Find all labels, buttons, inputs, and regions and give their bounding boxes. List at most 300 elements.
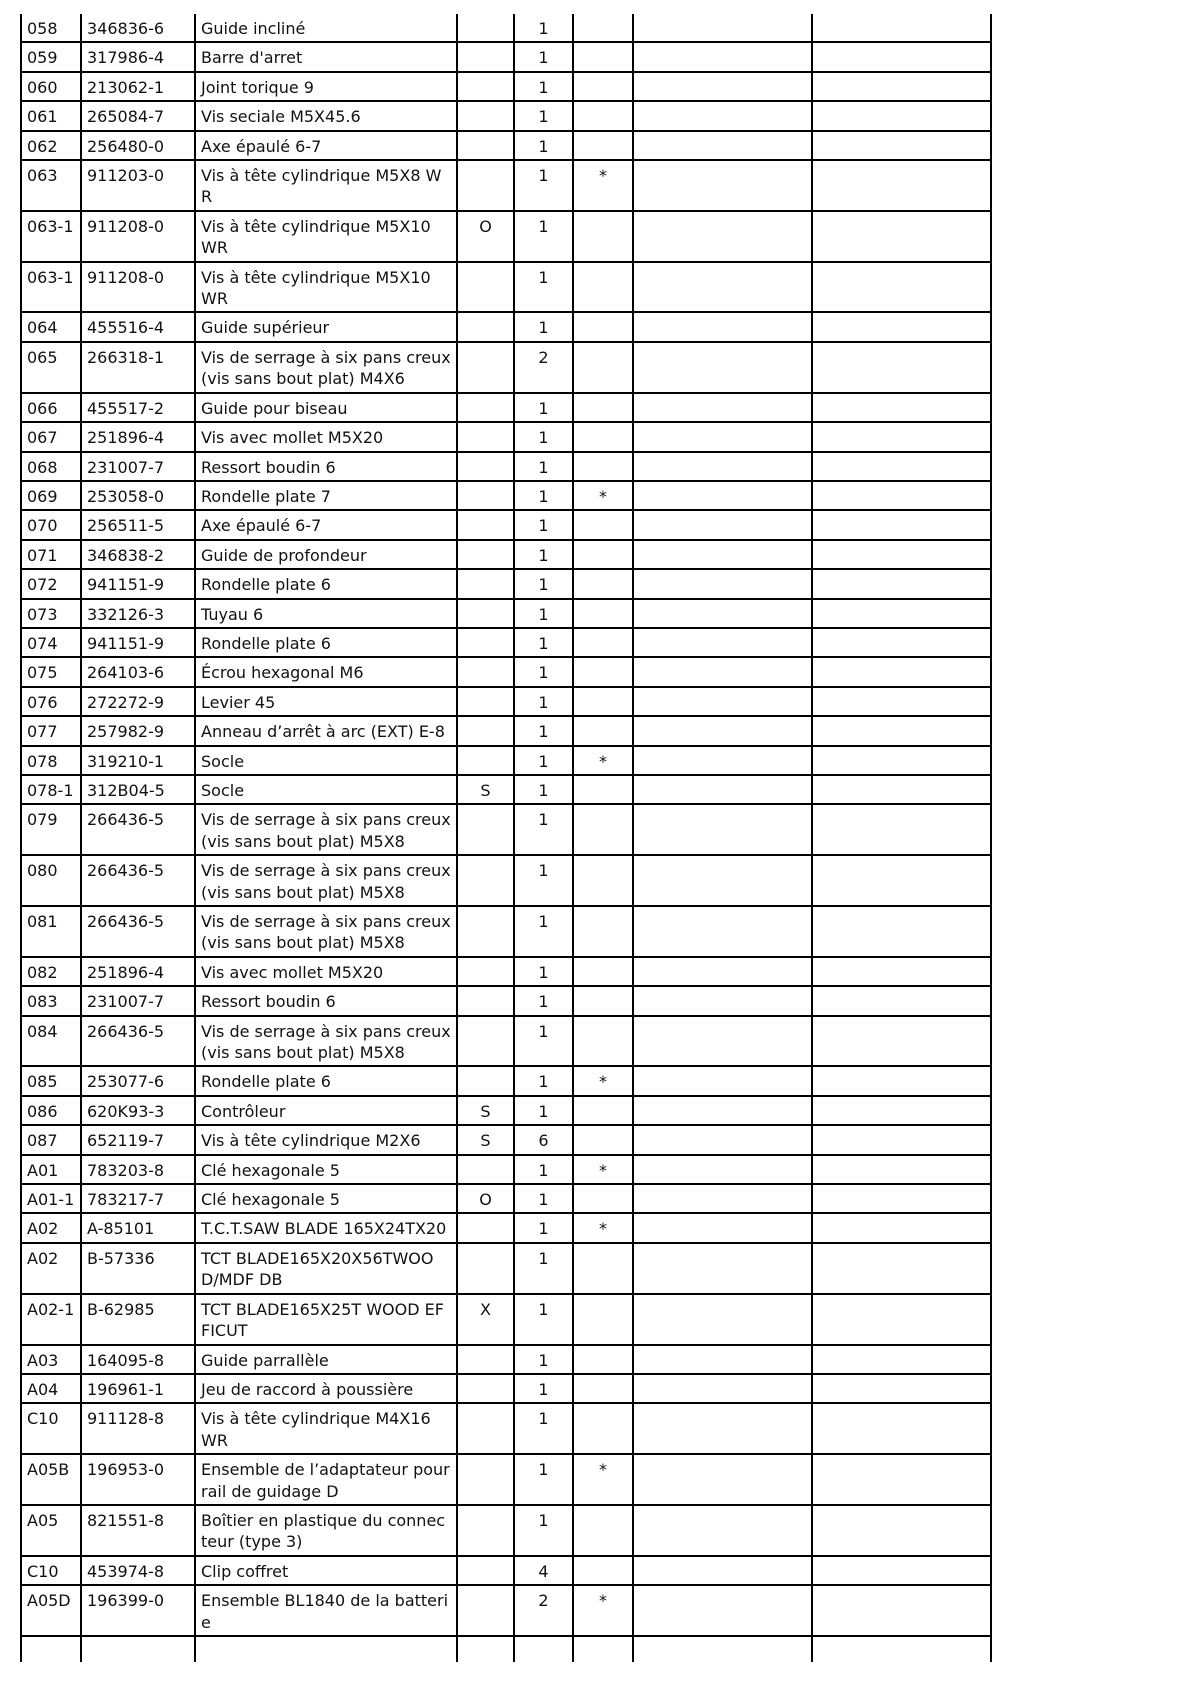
- table-row: [21, 746, 991, 775]
- quantity-cell: 1: [514, 160, 573, 211]
- quantity-cell: 1: [514, 687, 573, 716]
- blank-cell: [633, 657, 812, 686]
- note-cell: [457, 855, 514, 906]
- blank-cell: [812, 42, 991, 71]
- description-cell: Socle: [195, 746, 457, 775]
- quantity-cell: 1: [514, 986, 573, 1015]
- blank-cell: [633, 1213, 812, 1242]
- description-cell: Vis de serrage à six pans creux (vis sans bout plat) M5X8: [195, 1016, 457, 1067]
- note-cell: [457, 1454, 514, 1505]
- note-cell: [457, 657, 514, 686]
- table-row: [21, 1096, 991, 1125]
- note-cell: [457, 262, 514, 313]
- quantity-cell: 1: [514, 569, 573, 598]
- table-row: [21, 1184, 991, 1213]
- item-number-cell: 060: [21, 72, 81, 101]
- item-number-cell: A01: [21, 1155, 81, 1184]
- item-number-cell: 078: [21, 746, 81, 775]
- part-number-cell: 272272-9: [81, 687, 195, 716]
- part-number-cell: 196953-0: [81, 1454, 195, 1505]
- note-cell: [457, 1243, 514, 1294]
- table-row: [21, 804, 991, 855]
- blank-cell: [812, 1294, 991, 1345]
- blank-cell: [812, 1556, 991, 1585]
- description-cell: Joint torique 9: [195, 72, 457, 101]
- table-row: [21, 1125, 991, 1154]
- blank-cell: [812, 657, 991, 686]
- quantity-cell: 1: [514, 1505, 573, 1556]
- mark-cell: [573, 131, 633, 160]
- mark-cell: [573, 510, 633, 539]
- item-number-cell: 086: [21, 1096, 81, 1125]
- note-cell: [457, 312, 514, 341]
- mark-cell: *: [573, 1585, 633, 1636]
- quantity-cell: 1: [514, 599, 573, 628]
- item-number-cell: 063: [21, 160, 81, 211]
- quantity-cell: 1: [514, 1066, 573, 1095]
- description-cell: Guide de profondeur: [195, 540, 457, 569]
- table-row: [21, 510, 991, 539]
- mark-cell: *: [573, 1155, 633, 1184]
- mark-cell: [573, 1125, 633, 1154]
- item-number-cell: 085: [21, 1066, 81, 1095]
- blank-cell: [812, 1016, 991, 1067]
- blank-cell: [812, 906, 991, 957]
- blank-cell: [633, 342, 812, 393]
- blank-cell: [812, 72, 991, 101]
- description-cell: Vis de serrage à six pans creux (vis sans bout plat) M5X8: [195, 906, 457, 957]
- item-number-cell: 066: [21, 393, 81, 422]
- note-cell: [457, 42, 514, 71]
- blank-cell: [812, 1243, 991, 1294]
- note-cell: [457, 452, 514, 481]
- mark-cell: *: [573, 1066, 633, 1095]
- quantity-cell: 1: [514, 1403, 573, 1454]
- mark-cell: [573, 804, 633, 855]
- blank-cell: [812, 262, 991, 313]
- quantity-cell: 2: [514, 342, 573, 393]
- blank-cell: [812, 1125, 991, 1154]
- description-cell: Vis à tête cylindrique M5X8 WR: [195, 160, 457, 211]
- blank-cell: [812, 452, 991, 481]
- mark-cell: [573, 1403, 633, 1454]
- part-number-cell: 266436-5: [81, 804, 195, 855]
- table-row: [21, 101, 991, 130]
- part-number-cell: 266436-5: [81, 855, 195, 906]
- blank-cell: [633, 804, 812, 855]
- note-cell: [457, 1345, 514, 1374]
- mark-cell: [573, 393, 633, 422]
- blank-cell: [633, 957, 812, 986]
- mark-cell: [573, 957, 633, 986]
- blank-cell: [633, 160, 812, 211]
- quantity-cell: 1: [514, 72, 573, 101]
- part-number-cell: 231007-7: [81, 986, 195, 1015]
- quantity-cell: 1: [514, 1096, 573, 1125]
- blank-cell: [812, 1403, 991, 1454]
- mark-cell: *: [573, 160, 633, 211]
- description-cell: Ensemble de l’adaptateur pour rail de guidage D: [195, 1454, 457, 1505]
- quantity-cell: 2: [514, 1585, 573, 1636]
- item-number-cell: A04: [21, 1374, 81, 1403]
- quantity-cell: 1: [514, 42, 573, 71]
- item-number-cell: A05: [21, 1505, 81, 1556]
- quantity-cell: 1: [514, 1454, 573, 1505]
- note-cell: [457, 481, 514, 510]
- table-row: [21, 1016, 991, 1067]
- item-number-cell: 058: [21, 14, 81, 42]
- blank-cell: [812, 804, 991, 855]
- part-number-cell: 312B04-5: [81, 775, 195, 804]
- note-cell: [457, 1505, 514, 1556]
- blank-cell: [195, 1636, 457, 1662]
- quantity-cell: 1: [514, 1374, 573, 1403]
- mark-cell: [573, 775, 633, 804]
- blank-cell: [633, 716, 812, 745]
- note-cell: [457, 804, 514, 855]
- quantity-cell: 1: [514, 775, 573, 804]
- mark-cell: [573, 14, 633, 42]
- part-number-cell: 332126-3: [81, 599, 195, 628]
- blank-cell: [633, 14, 812, 42]
- blank-cell: [633, 1125, 812, 1154]
- description-cell: Vis de serrage à six pans creux (vis sans bout plat) M5X8: [195, 804, 457, 855]
- table-row: [21, 312, 991, 341]
- quantity-cell: 1: [514, 262, 573, 313]
- blank-cell: [633, 42, 812, 71]
- blank-cell: [812, 422, 991, 451]
- note-cell: X: [457, 1294, 514, 1345]
- part-number-cell: 196399-0: [81, 1585, 195, 1636]
- blank-cell: [633, 1096, 812, 1125]
- part-number-cell: 164095-8: [81, 1345, 195, 1374]
- blank-cell: [633, 1345, 812, 1374]
- blank-cell: [633, 422, 812, 451]
- part-number-cell: A-85101: [81, 1213, 195, 1242]
- part-number-cell: 231007-7: [81, 452, 195, 481]
- mark-cell: [573, 1184, 633, 1213]
- blank-cell: [633, 775, 812, 804]
- item-number-cell: 077: [21, 716, 81, 745]
- part-number-cell: 266436-5: [81, 1016, 195, 1067]
- table-row: [21, 540, 991, 569]
- blank-cell: [633, 1556, 812, 1585]
- description-cell: TCT BLADE165X25T WOOD EFFICUT: [195, 1294, 457, 1345]
- blank-cell: [633, 1243, 812, 1294]
- item-number-cell: A05B: [21, 1454, 81, 1505]
- mark-cell: [573, 569, 633, 598]
- quantity-cell: 1: [514, 804, 573, 855]
- blank-cell: [633, 1454, 812, 1505]
- table-row: [21, 211, 991, 262]
- quantity-cell: 1: [514, 855, 573, 906]
- mark-cell: [573, 687, 633, 716]
- blank-cell: [812, 342, 991, 393]
- part-number-cell: B-62985: [81, 1294, 195, 1345]
- blank-cell: [812, 957, 991, 986]
- item-number-cell: 069: [21, 481, 81, 510]
- blank-cell: [633, 510, 812, 539]
- mark-cell: [573, 342, 633, 393]
- part-number-cell: 346838-2: [81, 540, 195, 569]
- blank-cell: [812, 716, 991, 745]
- blank-cell: [812, 599, 991, 628]
- part-number-cell: 253077-6: [81, 1066, 195, 1095]
- blank-cell: [812, 393, 991, 422]
- part-number-cell: 266436-5: [81, 906, 195, 957]
- item-number-cell: A03: [21, 1345, 81, 1374]
- part-number-cell: 256511-5: [81, 510, 195, 539]
- blank-cell: [633, 1184, 812, 1213]
- table-row: [21, 1294, 991, 1345]
- blank-cell: [633, 1585, 812, 1636]
- part-number-cell: 821551-8: [81, 1505, 195, 1556]
- mark-cell: [573, 101, 633, 130]
- mark-cell: [573, 452, 633, 481]
- description-cell: Guide incliné: [195, 14, 457, 42]
- note-cell: [457, 342, 514, 393]
- description-cell: Ensemble BL1840 de la batterie: [195, 1585, 457, 1636]
- blank-cell: [812, 1374, 991, 1403]
- quantity-cell: 1: [514, 1155, 573, 1184]
- item-number-cell: 071: [21, 540, 81, 569]
- note-cell: [457, 131, 514, 160]
- mark-cell: [573, 906, 633, 957]
- blank-cell: [812, 312, 991, 341]
- part-number-cell: 783203-8: [81, 1155, 195, 1184]
- quantity-cell: 6: [514, 1125, 573, 1154]
- part-number-cell: 941151-9: [81, 628, 195, 657]
- note-cell: [457, 746, 514, 775]
- blank-cell: [81, 1636, 195, 1662]
- quantity-cell: 1: [514, 312, 573, 341]
- description-cell: Rondelle plate 6: [195, 1066, 457, 1095]
- part-number-cell: 911208-0: [81, 211, 195, 262]
- item-number-cell: 082: [21, 957, 81, 986]
- blank-cell: [633, 1155, 812, 1184]
- table-row: [21, 1374, 991, 1403]
- blank-cell: [812, 1155, 991, 1184]
- description-cell: Vis de serrage à six pans creux (vis sans bout plat) M4X6: [195, 342, 457, 393]
- item-number-cell: A05D: [21, 1585, 81, 1636]
- mark-cell: [573, 1243, 633, 1294]
- blank-cell: [633, 855, 812, 906]
- table-row: [21, 1243, 991, 1294]
- part-number-cell: 941151-9: [81, 569, 195, 598]
- mark-cell: [573, 262, 633, 313]
- note-cell: [457, 599, 514, 628]
- part-number-cell: 196961-1: [81, 1374, 195, 1403]
- blank-cell: [812, 1454, 991, 1505]
- quantity-cell: 1: [514, 716, 573, 745]
- quantity-cell: 1: [514, 628, 573, 657]
- item-number-cell: 075: [21, 657, 81, 686]
- table-row: [21, 131, 991, 160]
- quantity-cell: 1: [514, 393, 573, 422]
- item-number-cell: 078-1: [21, 775, 81, 804]
- blank-cell: [633, 540, 812, 569]
- note-cell: [457, 1403, 514, 1454]
- note-cell: [457, 906, 514, 957]
- part-number-cell: 251896-4: [81, 422, 195, 451]
- description-cell: Guide pour biseau: [195, 393, 457, 422]
- note-cell: [457, 1066, 514, 1095]
- note-cell: [457, 1374, 514, 1403]
- table-row: [21, 628, 991, 657]
- mark-cell: [573, 42, 633, 71]
- mark-cell: [573, 716, 633, 745]
- description-cell: Axe épaulé 6-7: [195, 131, 457, 160]
- mark-cell: [573, 211, 633, 262]
- description-cell: TCT BLADE165X20X56TWOOD/MDF DB: [195, 1243, 457, 1294]
- table-row: [21, 1345, 991, 1374]
- blank-cell: [812, 131, 991, 160]
- note-cell: [457, 957, 514, 986]
- note-cell: S: [457, 775, 514, 804]
- table-row: [21, 716, 991, 745]
- description-cell: Vis à tête cylindrique M5X10 WR: [195, 211, 457, 262]
- blank-cell: [812, 14, 991, 42]
- blank-cell: [633, 481, 812, 510]
- mark-cell: *: [573, 1213, 633, 1242]
- item-number-cell: 074: [21, 628, 81, 657]
- table-row: [21, 1585, 991, 1636]
- part-number-cell: 253058-0: [81, 481, 195, 510]
- table-row: [21, 657, 991, 686]
- note-cell: [457, 687, 514, 716]
- blank-cell: [812, 986, 991, 1015]
- quantity-cell: 1: [514, 131, 573, 160]
- blank-cell: [633, 1403, 812, 1454]
- part-number-cell: 911203-0: [81, 160, 195, 211]
- blank-cell: [812, 569, 991, 598]
- blank-cell: [633, 1066, 812, 1095]
- blank-cell: [514, 1636, 573, 1662]
- item-number-cell: 059: [21, 42, 81, 71]
- blank-cell: [633, 1636, 812, 1662]
- note-cell: [457, 422, 514, 451]
- part-number-cell: 783217-7: [81, 1184, 195, 1213]
- description-cell: T.C.T.SAW BLADE 165X24TX20: [195, 1213, 457, 1242]
- quantity-cell: 1: [514, 1184, 573, 1213]
- part-number-cell: 652119-7: [81, 1125, 195, 1154]
- mark-cell: [573, 1016, 633, 1067]
- blank-cell: [633, 1294, 812, 1345]
- blank-cell: [633, 687, 812, 716]
- mark-cell: [573, 855, 633, 906]
- description-cell: Vis seciale M5X45.6: [195, 101, 457, 130]
- quantity-cell: 1: [514, 957, 573, 986]
- note-cell: [457, 1585, 514, 1636]
- quantity-cell: 1: [514, 422, 573, 451]
- blank-cell: [812, 211, 991, 262]
- part-number-cell: 455516-4: [81, 312, 195, 341]
- quantity-cell: 1: [514, 1243, 573, 1294]
- mark-cell: [573, 422, 633, 451]
- part-number-cell: 251896-4: [81, 957, 195, 986]
- mark-cell: [573, 657, 633, 686]
- note-cell: S: [457, 1125, 514, 1154]
- item-number-cell: A01-1: [21, 1184, 81, 1213]
- blank-cell: [633, 599, 812, 628]
- blank-cell: [633, 393, 812, 422]
- description-cell: Clé hexagonale 5: [195, 1184, 457, 1213]
- note-cell: [457, 1556, 514, 1585]
- item-number-cell: 061: [21, 101, 81, 130]
- note-cell: O: [457, 1184, 514, 1213]
- description-cell: Écrou hexagonal M6: [195, 657, 457, 686]
- quantity-cell: 1: [514, 14, 573, 42]
- note-cell: [457, 540, 514, 569]
- quantity-cell: 1: [514, 481, 573, 510]
- table-row: [21, 1066, 991, 1095]
- item-number-cell: 070: [21, 510, 81, 539]
- blank-cell: [457, 1636, 514, 1662]
- part-number-cell: 455517-2: [81, 393, 195, 422]
- description-cell: Tuyau 6: [195, 599, 457, 628]
- part-number-cell: 265084-7: [81, 101, 195, 130]
- mark-cell: [573, 72, 633, 101]
- blank-cell: [633, 211, 812, 262]
- parts-list-body: [21, 14, 991, 1662]
- item-number-cell: A02-1: [21, 1294, 81, 1345]
- note-cell: O: [457, 211, 514, 262]
- blank-cell: [633, 262, 812, 313]
- description-cell: Socle: [195, 775, 457, 804]
- table-row: [21, 1213, 991, 1242]
- blank-cell: [812, 1585, 991, 1636]
- quantity-cell: 1: [514, 657, 573, 686]
- description-cell: Vis à tête cylindrique M4X16 WR: [195, 1403, 457, 1454]
- quantity-cell: 1: [514, 1294, 573, 1345]
- note-cell: [457, 1213, 514, 1242]
- part-number-cell: 257982-9: [81, 716, 195, 745]
- note-cell: [457, 393, 514, 422]
- quantity-cell: 1: [514, 906, 573, 957]
- part-number-cell: 256480-0: [81, 131, 195, 160]
- quantity-cell: 1: [514, 746, 573, 775]
- part-number-cell: 911128-8: [81, 1403, 195, 1454]
- blank-cell: [812, 160, 991, 211]
- table-row: [21, 599, 991, 628]
- mark-cell: *: [573, 1454, 633, 1505]
- blank-cell: [633, 101, 812, 130]
- description-cell: Axe épaulé 6-7: [195, 510, 457, 539]
- part-number-cell: 346836-6: [81, 14, 195, 42]
- blank-cell: [812, 628, 991, 657]
- blank-cell: [812, 1345, 991, 1374]
- item-number-cell: 081: [21, 906, 81, 957]
- description-cell: Contrôleur: [195, 1096, 457, 1125]
- blank-cell: [633, 72, 812, 101]
- table-row: [21, 393, 991, 422]
- blank-cell: [633, 1505, 812, 1556]
- item-number-cell: 064: [21, 312, 81, 341]
- quantity-cell: 1: [514, 540, 573, 569]
- blank-cell: [812, 1636, 991, 1662]
- blank-cell: [812, 746, 991, 775]
- table-row: [21, 1403, 991, 1454]
- part-number-cell: 213062-1: [81, 72, 195, 101]
- table-row: [21, 687, 991, 716]
- mark-cell: [573, 986, 633, 1015]
- description-cell: Clé hexagonale 5: [195, 1155, 457, 1184]
- item-number-cell: 083: [21, 986, 81, 1015]
- item-number-cell: 087: [21, 1125, 81, 1154]
- item-number-cell: 068: [21, 452, 81, 481]
- table-row: [21, 14, 991, 42]
- quantity-cell: 1: [514, 452, 573, 481]
